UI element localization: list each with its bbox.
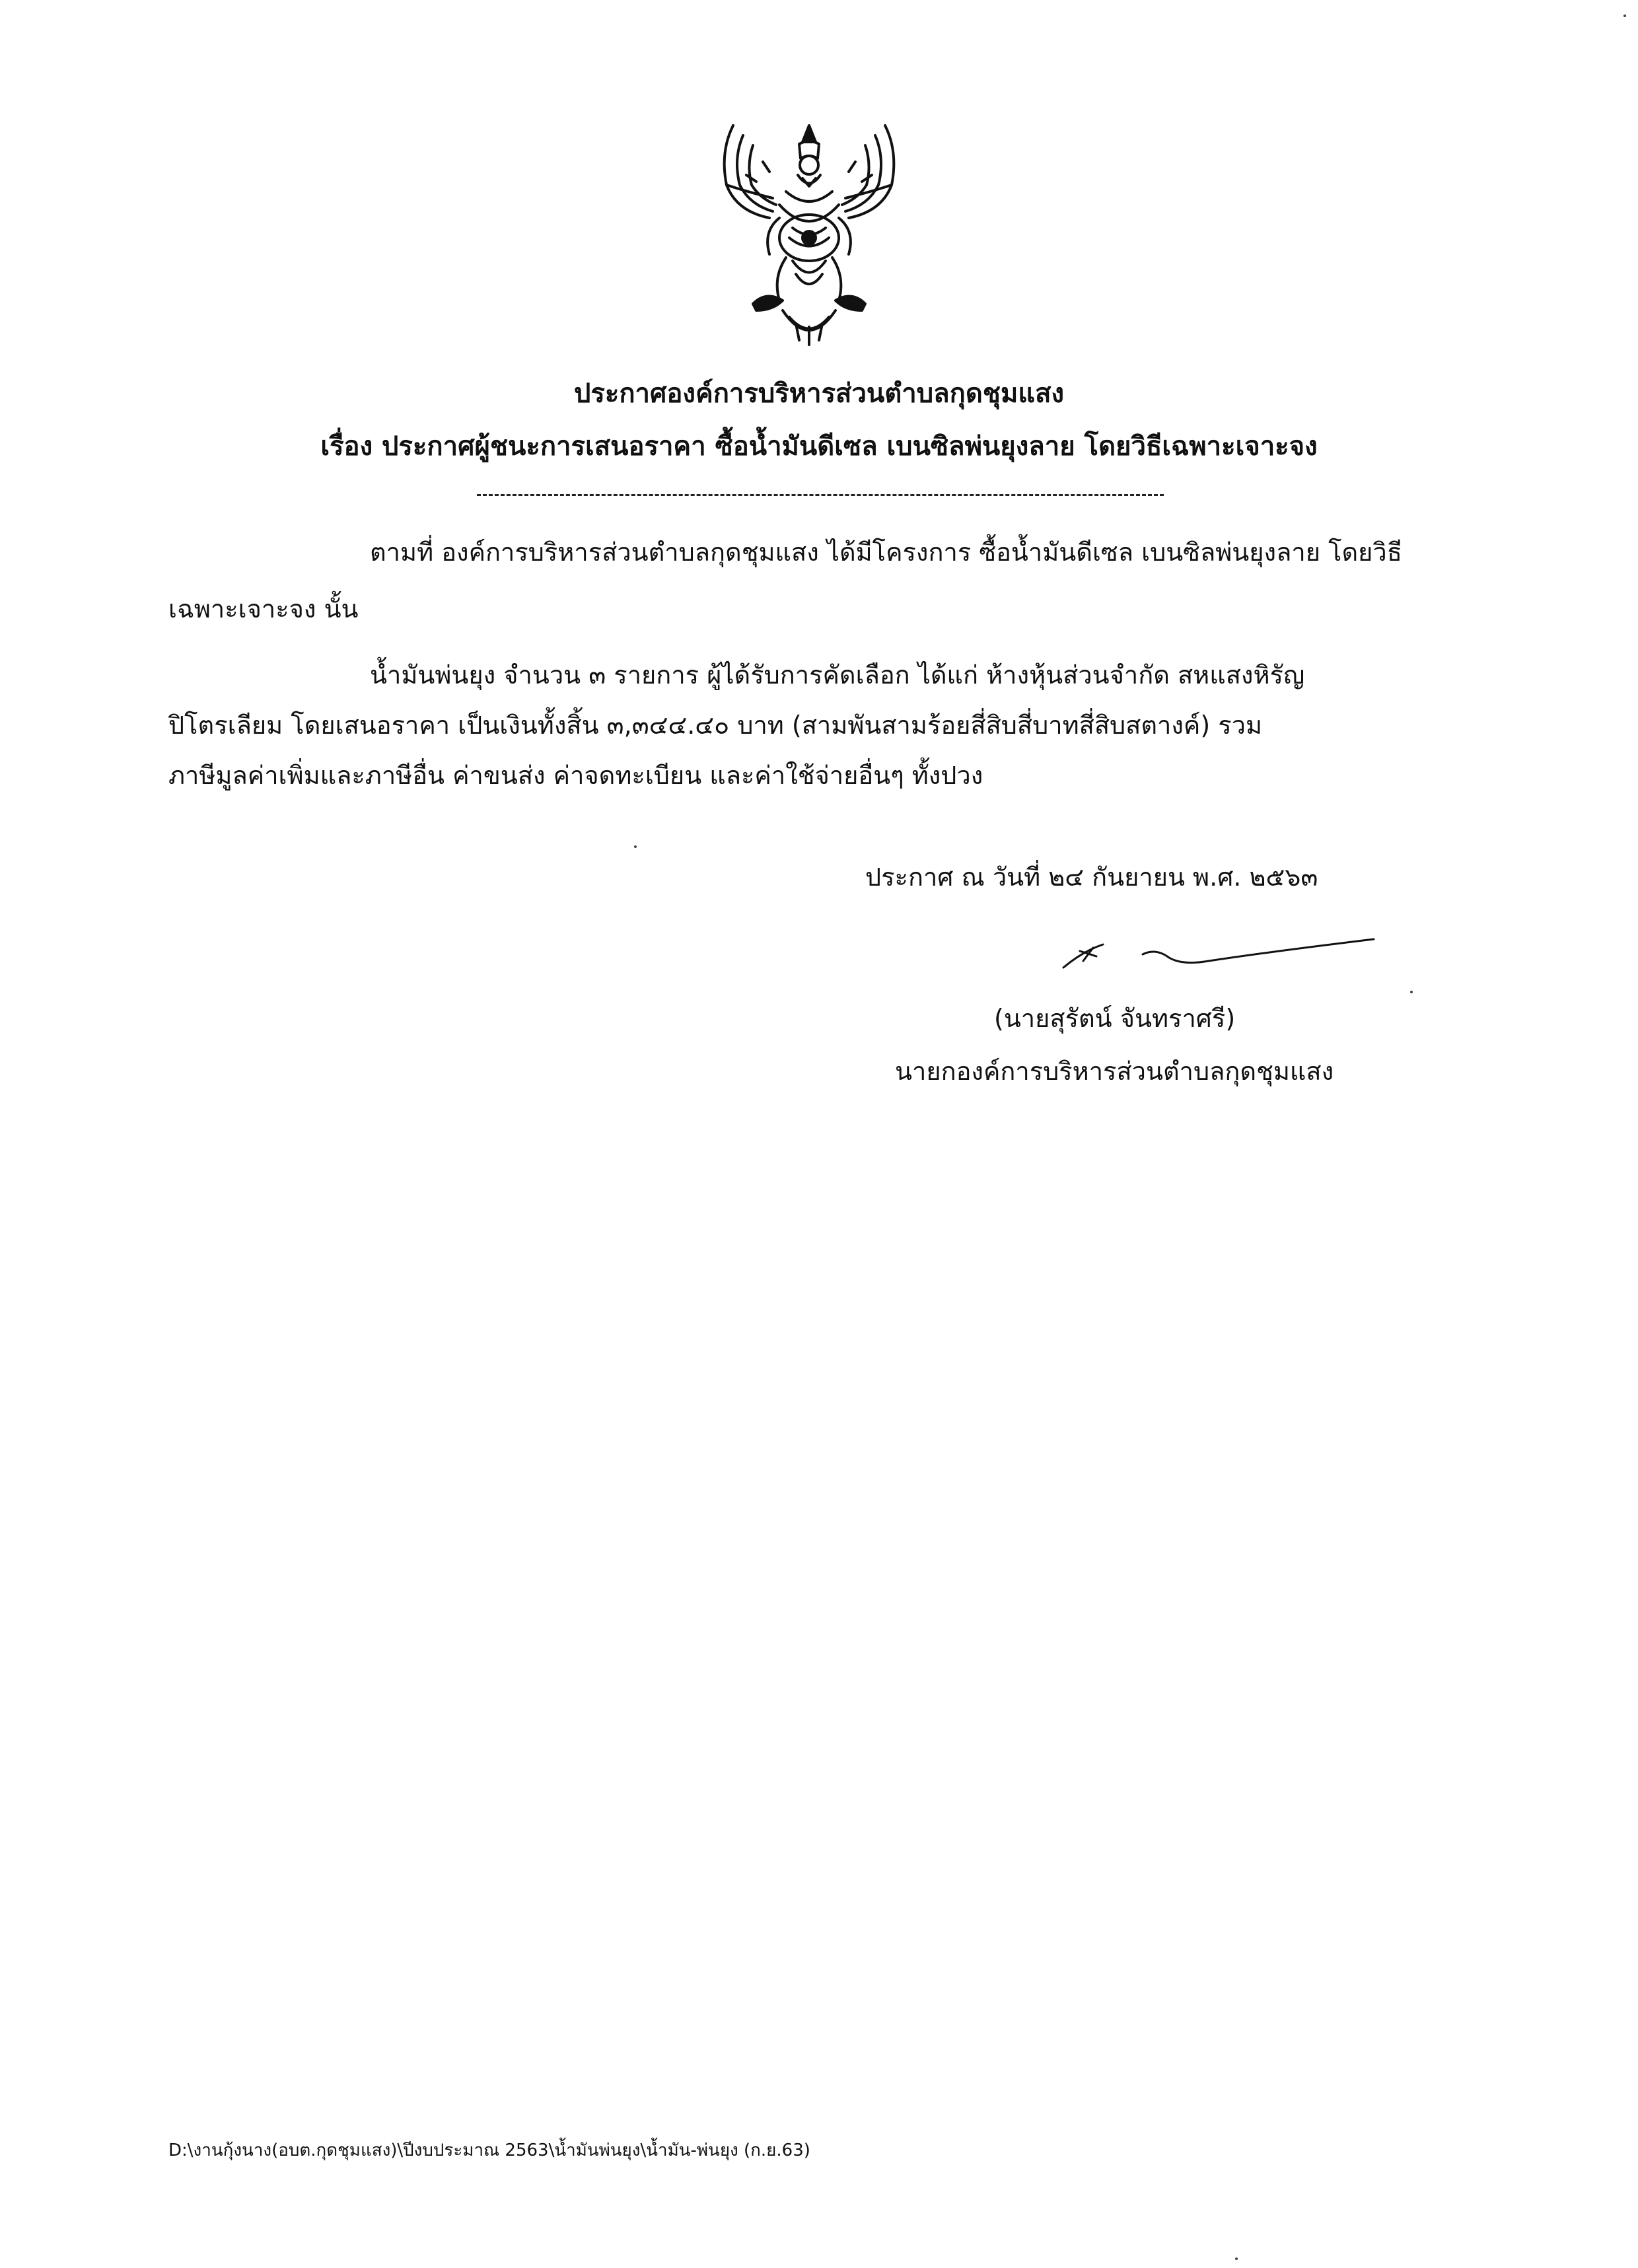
paragraph-2-line-2: ปิโตรเลียม โดยเสนอราคา เป็นเงินทั้งสิ้น ๓,๓๔๔.๔๐ บาท (สามพันสามร้อยสี่สิบสี่บาทสี่สิบสตางค์) รวม bbox=[168, 711, 1263, 740]
title-divider bbox=[477, 494, 1164, 496]
announcement-date: ประกาศ ณ วันที่ ๒๔ กันยายน พ.ศ. ๒๕๖๓ bbox=[865, 863, 1318, 892]
paragraph-2-line-3: ภาษีมูลค่าเพิ่มและภาษีอื่น ค่าขนส่ง ค่าจดทะเบียน และค่าใช้จ่ายอื่นๆ ทั้งปวง bbox=[168, 761, 983, 790]
scan-speck bbox=[634, 845, 637, 848]
paragraph-1-line-2: เฉพาะเจาะจง นั้น bbox=[168, 594, 359, 623]
scan-speck bbox=[1410, 991, 1413, 993]
garuda-emblem-icon bbox=[707, 112, 911, 357]
handwritten-signature bbox=[1057, 931, 1380, 977]
scan-speck bbox=[1235, 2257, 1238, 2260]
paragraph-2-line-1: น้ำมันพ่นยุง จำนวน ๓ รายการ ผู้ได้รับการคัดเลือก ได้แก่ ห้างหุ้นส่วนจำกัด สหแสงหิรัญ bbox=[370, 660, 1305, 690]
footer-file-path: D:\งานกุ้งนาง(อบต.กุดชุมแสง)\ปีงบประมาณ 2563\น้ำมันพ่นยุง\น้ำมัน-พ่นยุง (ก.ย.63) bbox=[168, 2141, 810, 2160]
paragraph-1-line-1: ตามที่ องค์การบริหารส่วนตำบลกุดชุมแสง ได้มีโครงการ ซื้อน้ำมันดีเซล เบนซิลพ่นยุงลาย โดยวิธี bbox=[370, 538, 1402, 567]
signer-name: (นายสุรัตน์ จันทราศรี) bbox=[994, 1004, 1236, 1033]
scan-speck bbox=[1623, 15, 1626, 17]
signer-position: นายกองค์การบริหารส่วนตำบลกุดชุมแสง bbox=[895, 1057, 1334, 1086]
document-subject: เรื่อง ประกาศผู้ชนะการเสนอราคา ซื้อน้ำมันดีเซล เบนซิลพ่นยุงลาย โดยวิธีเฉพาะเจาะจง bbox=[320, 431, 1318, 462]
document-title: ประกาศองค์การบริหารส่วนตำบลกุดชุมแสง bbox=[573, 378, 1065, 409]
